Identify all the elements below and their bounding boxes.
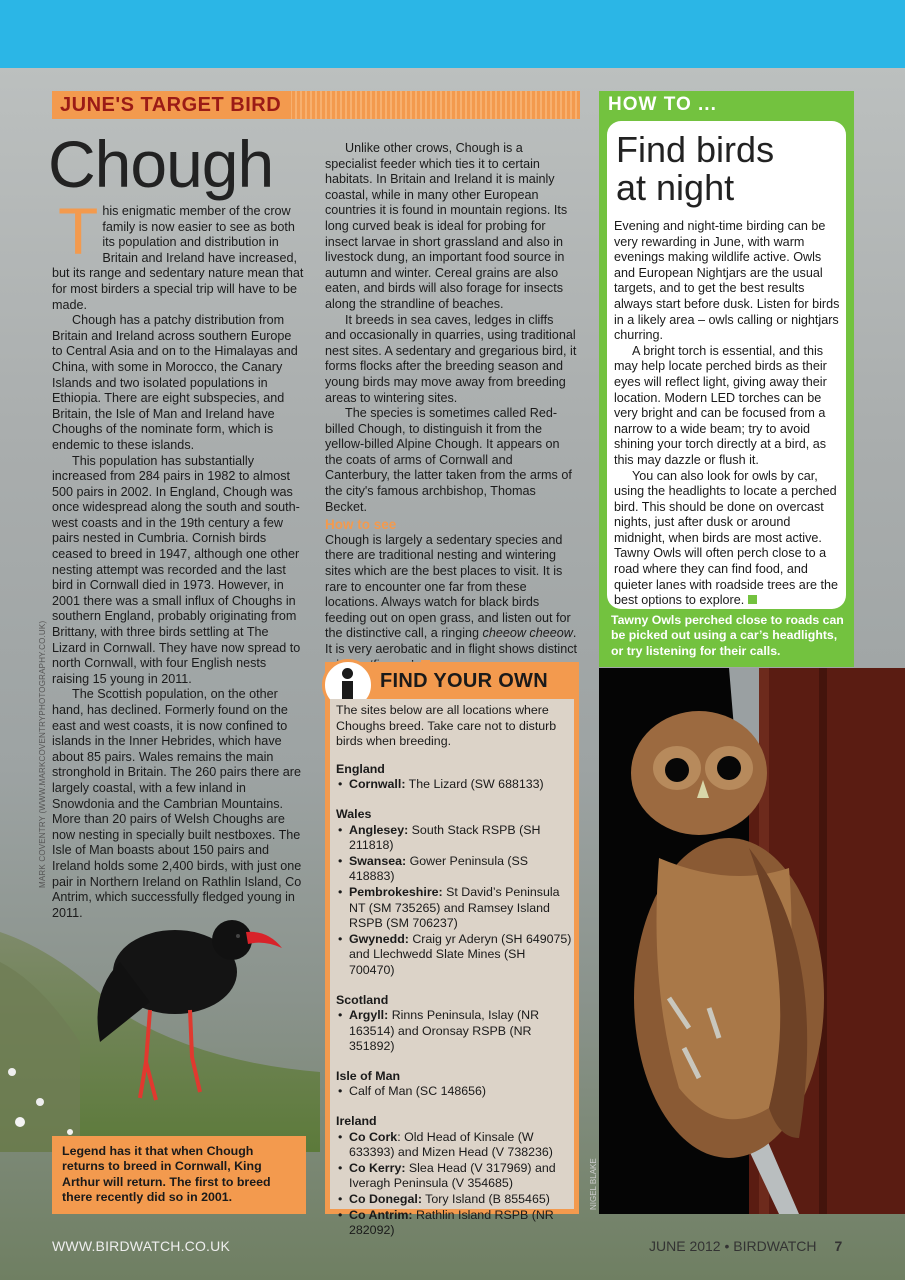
photo-credit-left: MARK COVENTRY (WWW.MARKCOVENTRYPHOTOGRAPHY.CO.UK) (38, 620, 47, 888)
list-item: • Co Donegal: Tory Island (B 855465) (338, 1192, 572, 1208)
list-item: • Argyll: Rinns Peninsula, Islay (NR 163514) and Oronsay RSPB (NR 351892) (338, 1008, 572, 1055)
col1-para-3: This population has substantially increased from 284 pairs in 1982 to almost 500 pairs in 2002. In England, Chough was once widespread along the south and south-west coasts and in the 19th century a few pairs nested in Cumbria. Cornish birds ceased to breed in 1947, although one other nesting attempt was recorded and the last bird in Cornwall died in 1973. However, in 2001 there was a small influx of Choughs in southern England, probably originating from Brittany, with three birds settling at The Lizard in Cornwall. They have now spread to north Cornwall, with four English nests raising 15 young in 2011. (52, 453, 301, 686)
region-ireland: Ireland (336, 1114, 377, 1129)
how-to-box (599, 91, 854, 667)
footer-issue: JUNE 2012 • BIRDWATCH (649, 1238, 817, 1254)
list-item: • Co Cork: Old Head of Kinsale (W 633393) and Mizen Head (V 738236) (338, 1130, 572, 1161)
page-number: 7 (834, 1238, 843, 1254)
tawny-owl-photo (599, 668, 905, 1214)
end-mark-icon (748, 595, 757, 604)
site-list-ireland (336, 1130, 572, 1239)
drop-cap: T (58, 194, 99, 268)
region-scotland: Scotland (336, 992, 389, 1007)
col2-para-4: Chough is largely a sedentary species and there are traditional nesting and wintering sites which are the best places to visit. It is rare to encounter one far from these locations. Always watch for black birds feeding out on open grass, and listen out for the distinctive call, a ringing cheeow cheeow. It is very aerobatic and in flight shows distinct (325, 533, 577, 673)
article-title: Chough (48, 127, 274, 201)
region-england: England (336, 761, 385, 776)
region-isle-of-man: Isle of Man (336, 1068, 401, 1083)
how-to-para-3: You can also look for owls by car, using the headlights to locate a perched bird. This should be done on overcast nights, just after dusk or around midnight, when birds are most active. Tawny Owls will often perch close to a road where they can find food, and quieter lanes with roadside trees are the best options to explore. (614, 468, 839, 608)
site-list-scotland (336, 1008, 572, 1055)
legend-caption: Legend has it that when Chough returns to breed in Cornwall, King Arthur will return. The first to breed there recently did so in 2001. (62, 1144, 271, 1205)
how-to-see-subhead: How to see (325, 517, 397, 533)
col2-para-3: The species is sometimes called Red-billed Chough, to distinguish it from the yellow-billed Alpine Chough. It appears on the coats of arms of Cornwall and Canterbury, the latter taken from the arms of the city's famous archbishop, Thomas Becket. (325, 406, 572, 514)
list-item: • Co Kerry: Slea Head (V 317969) and Iveragh Peninsula (V 354685) (338, 1161, 572, 1192)
how-to-label: HOW TO ... (608, 94, 717, 115)
section-header-label: JUNE'S TARGET BIRD (52, 91, 291, 119)
site-list-isle-of-man (336, 1084, 572, 1100)
site-list-wales (336, 823, 572, 979)
list-item: • Co Antrim: Rathlin Island RSPB (NR 282092) (338, 1208, 572, 1239)
region-wales: Wales (336, 806, 372, 821)
list-item: • Pembrokeshire: St David’s Peninsula NT (SM 735265) and Ramsey Island RSPB (SM 706237) (338, 885, 572, 932)
owl-photo-caption: Tawny Owls perched close to roads can be picked out using a car’s headlights, or try listening for their calls. (611, 613, 844, 658)
find-your-own-intro: The sites below are all locations where Choughs breed. Take care not to disturb birds when breeding. (336, 703, 557, 749)
list-item: • Gwynedd: Craig yr Aderyn (SH 649075) and Llechwedd Slate Mines (SH 700470) (338, 932, 572, 979)
photo-credit-right: NIGEL BLAKE (589, 1158, 598, 1210)
list-item: • Cornwall: The Lizard (SW 688133) (338, 777, 572, 793)
list-item: • Anglesey: South Stack RSPB (SH 211818) (338, 823, 572, 854)
how-to-para-1: Evening and night-time birding can be very rewarding in June, with warm evenings making wildlife active. Owls and European Nightjars are the usual targets, and to get the best results always start before dusk. Listen for birds in a likely area – owls calling or nightjars churring. (614, 219, 840, 343)
how-to-title: Find birds at night (616, 129, 775, 208)
col1-para-1: This enigmatic member of the crow family is now easier to see as both its population and distribution in Britain and Ireland have increased, but its range and sedentary nature mean that for most birders a special trip will have to be made. (52, 194, 304, 312)
col2-para-1: Unlike other crows, Chough is a specialist feeder which ties it to certain habitats. In Britain and Ireland it is mainly coastal, while in many other European countries it is found in mountain regions. Its long curved beak is ideal for probing for insect larvae in short grassland and also in livestock dung, an important food source in autumn and winter. Cereal grains are also eaten, and birds will also forage for insects along the strandline of beaches. (325, 141, 568, 311)
find-your-own-panel (330, 699, 574, 1238)
find-your-own-box (325, 662, 579, 1238)
how-to-para-2: A bright torch is essential, and this may help locate perched birds as their eyes will reflect light, giving away their location. Modern LED torches can be very bright and can be focused from a narrow to a wide beam; try to avoid shining your torch directly at a bird, as this may dazzle or flush it. (614, 343, 827, 467)
legend-caption-box (52, 1136, 306, 1214)
col2-para-2: It breeds in sea caves, ledges in cliffs and occasionally in quarries, using traditional nest sites. A sedentary and gregarious bird, it forms flocks after the breeding season and young birds may move away from breeding areas to wintering sites. (325, 312, 577, 405)
find-your-own-heading: FIND YOUR OWN (380, 670, 548, 692)
col1-para-4: The Scottish population, on the other hand, has declined. Formerly found on the east and west coasts, it is now confined to islands in the Inner Hebrides, which have about 85 pairs. Wales remains the main stronghold in Britain. The 260 pairs there are largely coastal, with a few inland in Snowdonia and the Cambrian Mountains. More than 20 pairs of Welsh Choughs are now nesting in specially built nestboxes. The Isle of Man boasts about 150 pairs and Ireland holds some 2,400 birds, with just one pair in Northern Ireland on Rathlin Island, Co Antrim, which successfully fledged young in 2011. (52, 687, 302, 920)
column-2 (325, 141, 577, 673)
top-color-bar (0, 0, 905, 68)
list-item: • Calf of Man (SC 148656) (338, 1084, 572, 1100)
section-header (52, 91, 580, 119)
footer-folio (649, 1238, 842, 1254)
col1-para-2: Chough has a patchy distribution from Britain and Ireland across southern Europe to Central Asia and on to the Himalayas and China, with some in Morocco, the Canary Islands and two isolated populations in Ethiopia. There are eight subspecies, and Britain, the Isle of Man and Ireland have Choughs of the nominate form, which is endemic to these islands. (52, 313, 298, 452)
how-to-body (614, 219, 842, 609)
footer-url: WWW.BIRDWATCH.CO.UK (52, 1238, 231, 1254)
chough-photo (0, 892, 320, 1152)
column-1 (52, 194, 304, 921)
how-to-card (607, 121, 846, 609)
site-list-england (336, 777, 572, 793)
list-item: • Swansea: Gower Peninsula (SS 418883) (338, 854, 572, 885)
